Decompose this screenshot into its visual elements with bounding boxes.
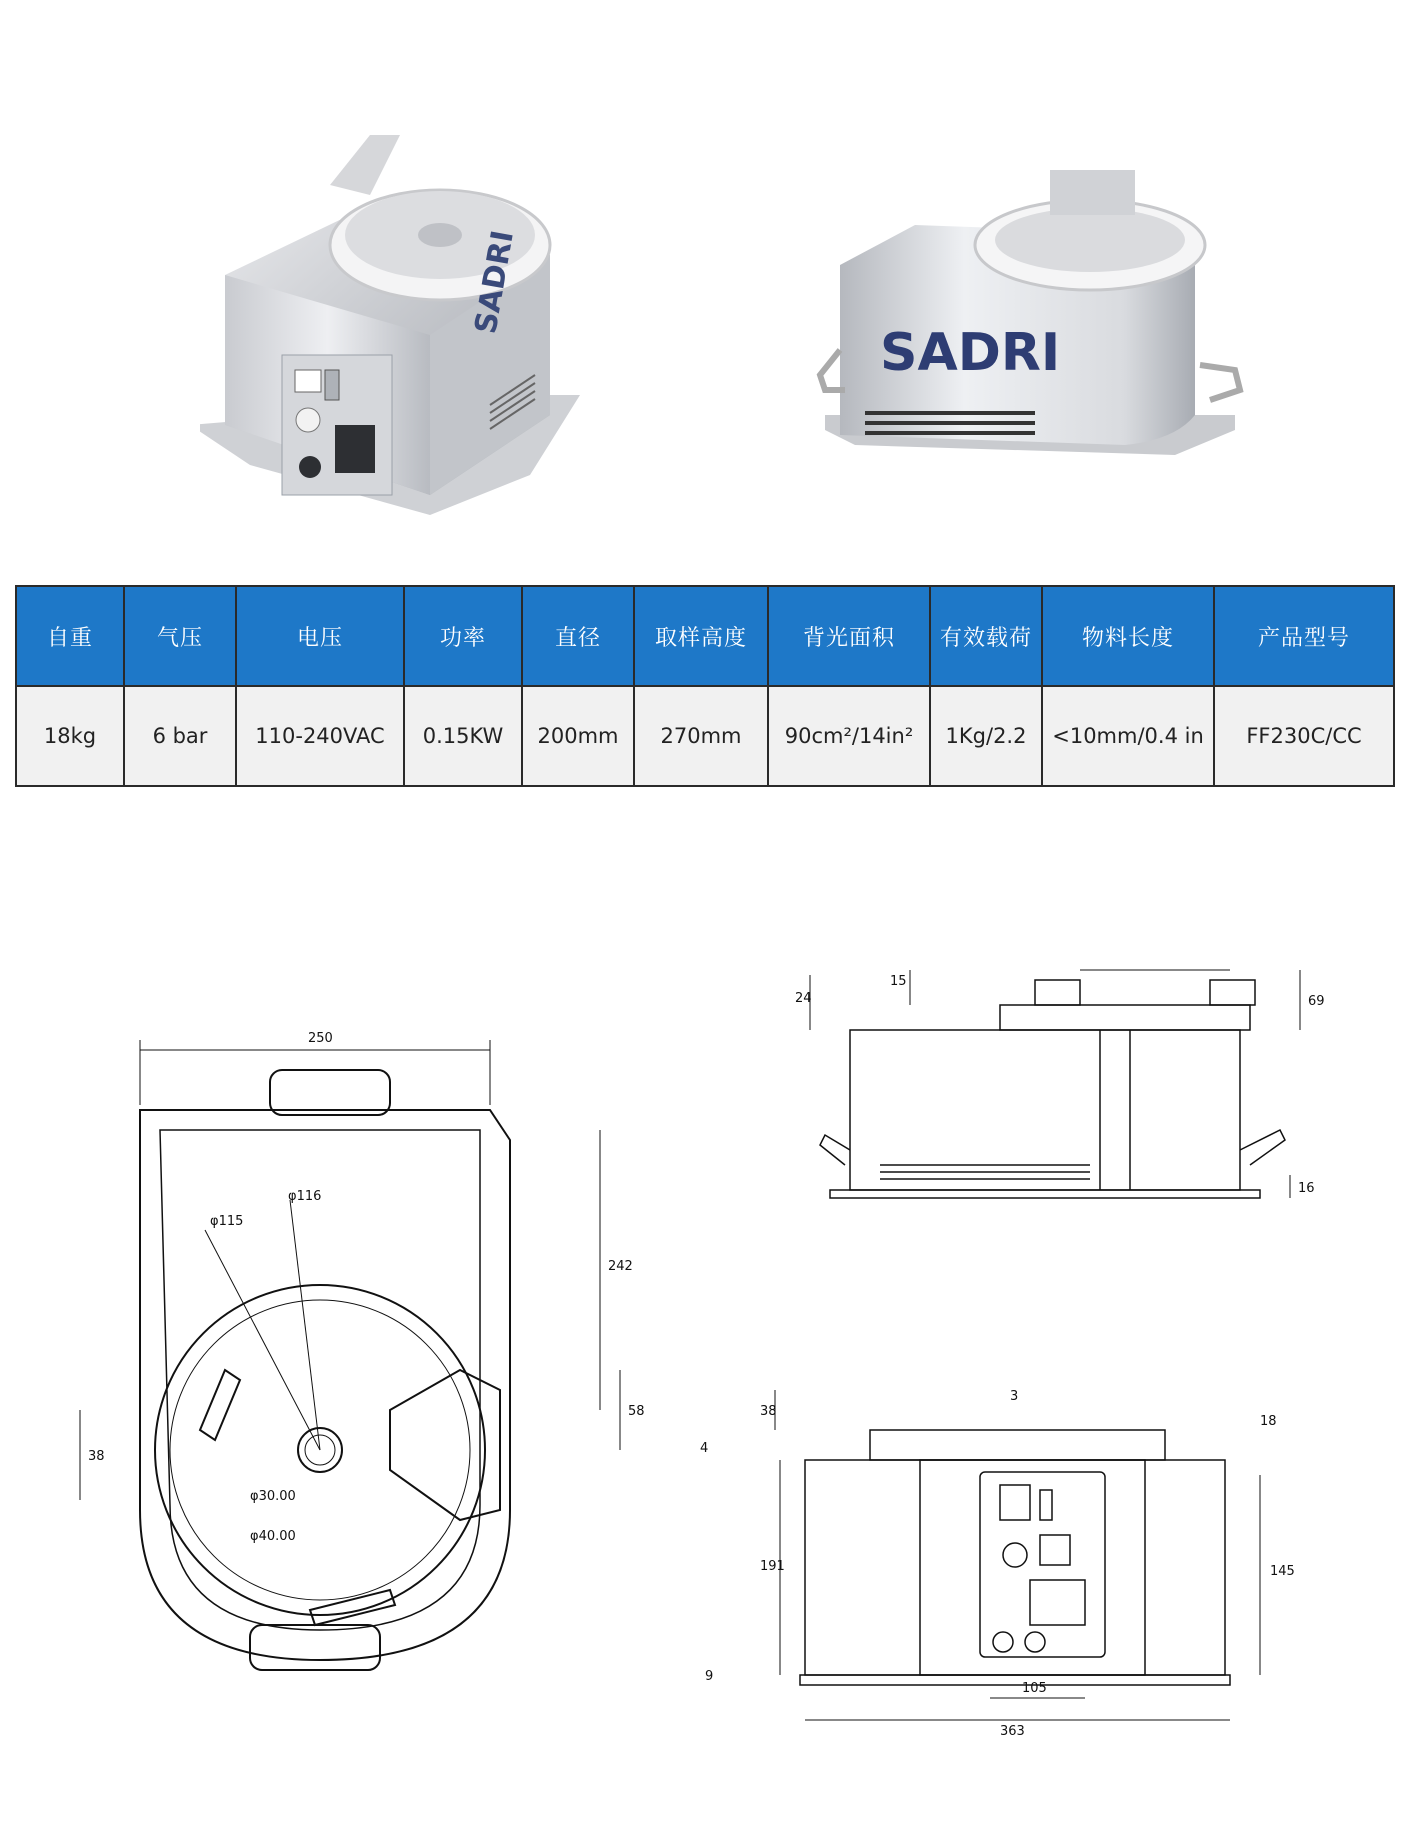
front-view-dim-18: 18 (1260, 1414, 1277, 1429)
value-power: 0.15KW (404, 686, 522, 786)
top-view-dim-242: 242 (608, 1259, 633, 1274)
side-view-dim-15: 15 (890, 974, 907, 989)
side-view-dim-69: 69 (1308, 994, 1325, 1009)
side-view-dim-16: 16 (1298, 1181, 1315, 1196)
value-backlight-area: 90cm²/14in² (768, 686, 930, 786)
header-model: 产品型号 (1214, 586, 1394, 686)
top-view-dim-phi40: φ40.00 (250, 1529, 296, 1544)
front-view-drawing (700, 1380, 1340, 1740)
front-view-dim-191: 191 (760, 1559, 785, 1574)
specs-header-row (16, 586, 1394, 686)
side-view-dim-24: 24 (795, 991, 812, 1006)
top-view-dim-phi115: φ115 (210, 1214, 244, 1229)
top-view-drawing (60, 1010, 680, 1710)
side-view-drawing (790, 940, 1350, 1240)
header-diameter: 直径 (522, 586, 634, 686)
front-view-dim-145: 145 (1270, 1564, 1295, 1579)
header-payload: 有效载荷 (930, 586, 1042, 686)
header-weight: 自重 (16, 586, 124, 686)
product-photo-rear (200, 95, 580, 525)
value-model: FF230C/CC (1214, 686, 1394, 786)
value-material-length: <10mm/0.4 in (1042, 686, 1214, 786)
product-photo-front (815, 165, 1245, 465)
header-backlight-area: 背光面积 (768, 586, 930, 686)
top-view-dim-250: 250 (308, 1031, 333, 1046)
front-view-dim-363: 363 (1000, 1724, 1025, 1739)
top-view-dim-phi116: φ116 (288, 1189, 322, 1204)
header-power: 功率 (404, 586, 522, 686)
value-sampling-height: 270mm (634, 686, 768, 786)
value-voltage: 110-240VAC (236, 686, 404, 786)
value-air-pressure: 6 bar (124, 686, 236, 786)
top-view-dim-38: 38 (88, 1449, 105, 1464)
front-view-dim-3: 3 (1010, 1389, 1019, 1404)
front-view-dim-4: 4 (700, 1441, 709, 1456)
header-air-pressure: 气压 (124, 586, 236, 686)
brand-logo-front: SADRI (880, 323, 1061, 383)
value-weight: 18kg (16, 686, 124, 786)
header-sampling-height: 取样高度 (634, 586, 768, 686)
specs-value-row (16, 686, 1394, 786)
front-view-dim-105: 105 (1022, 1681, 1047, 1696)
specs-table (15, 585, 1395, 787)
top-view-dim-phi30: φ30.00 (250, 1489, 296, 1504)
header-voltage: 电压 (236, 586, 404, 686)
value-diameter: 200mm (522, 686, 634, 786)
brand-logo-rear: SADRI (468, 227, 521, 337)
top-view-dim-58: 58 (628, 1404, 645, 1419)
front-view-dim-9: 9 (705, 1669, 714, 1684)
header-material-length: 物料长度 (1042, 586, 1214, 686)
front-view-dim-38: 38 (760, 1404, 777, 1419)
value-payload: 1Kg/2.2 (930, 686, 1042, 786)
